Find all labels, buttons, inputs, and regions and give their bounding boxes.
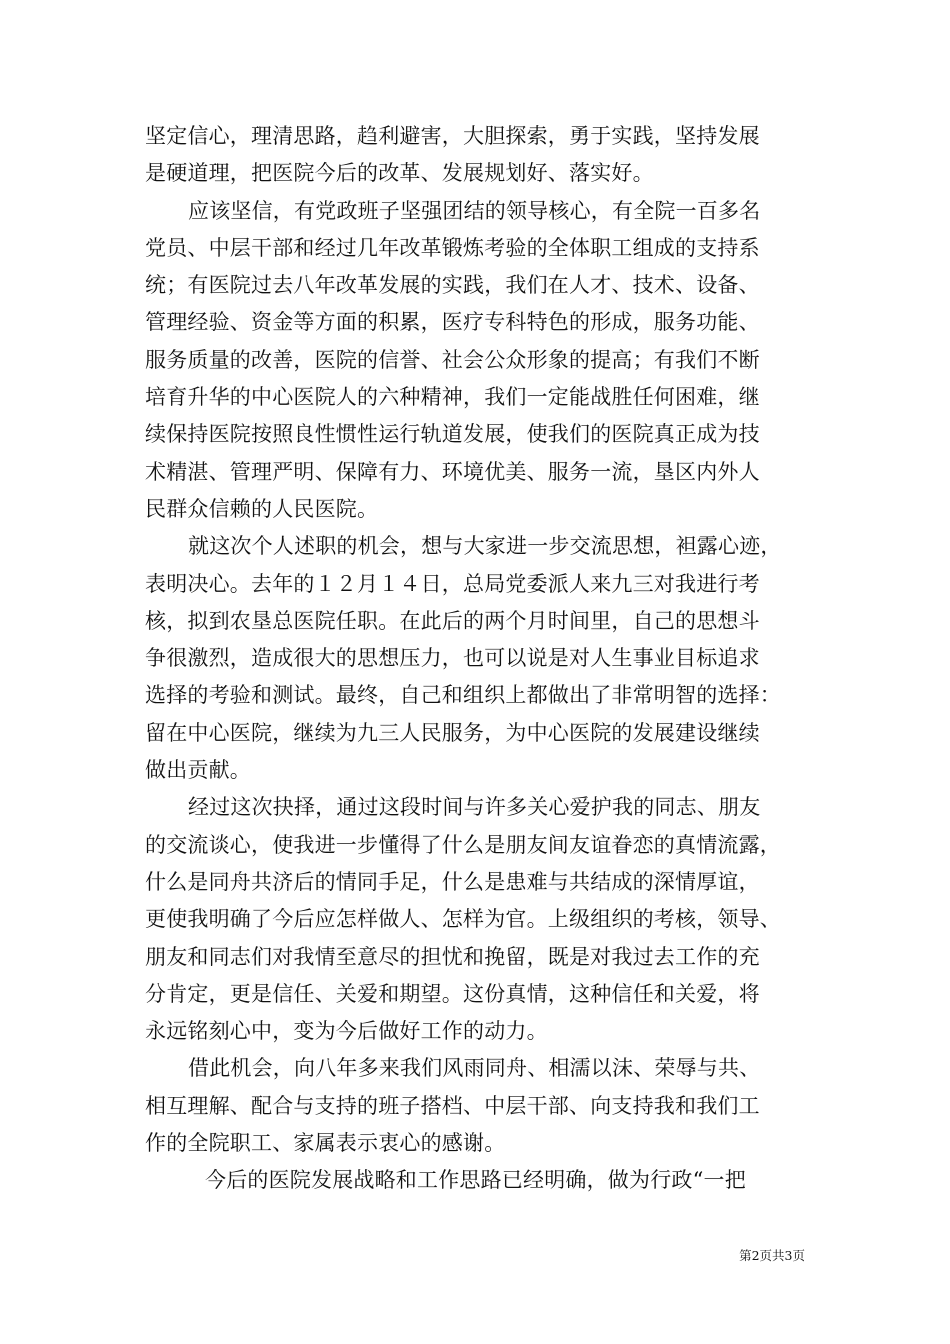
paragraph-line: 相互理解、配合与支持的班子搭档、中层干部、向支持我和我们工 [145,1093,760,1118]
page-number-footer: 第2页共3页 [739,1248,805,1263]
paragraph [145,193,820,529]
paragraph-line: 服务质量的改善，医院的信誉、社会公众形象的提高；有我们不断 [145,347,760,372]
paragraph-line: 分肯定，更是信任、关爱和期望。这份真情，这种信任和关爱，将 [145,981,760,1006]
paragraph-line: 表明决心。去年的１２月１４日，总局党委派人来九三对我进行考 [145,571,760,596]
paragraph-line: 术精湛、管理严明、保障有力、环境优美、服务一流，垦区内外人 [145,459,760,484]
paragraph-line: 什么是同舟共济后的情同手足，什么是患难与共结成的深情厚谊， [145,869,760,894]
paragraph-line: 朋友和同志们对我情至意尽的担忧和挽留，既是对我过去工作的充 [145,944,760,969]
paragraph-line: 就这次个人述职的机会，想与大家进一步交流思想，袒露心迹， [188,534,782,559]
paragraph-line: 经过这次抉择，通过这段时间与许多关心爱护我的同志、朋友 [188,795,761,820]
paragraph-line: 今后的医院发展战略和工作思路已经明确，做为行政“一把 [205,1168,746,1193]
paragraph-line: 培育升华的中心医院人的六种精神，我们一定能战胜任何困难，继 [145,385,760,410]
paragraph-line: 留在中心医院，继续为九三人民服务，为中心医院的发展建设继续 [145,720,760,745]
paragraph-line: 续保持医院按照良性惯性运行轨道发展，使我们的医院真正成为技 [145,422,760,447]
paragraph-line: 管理经验、资金等方面的积累，医疗专科特色的形成，服务功能、 [145,310,760,335]
paragraph-line: 民群众信赖的人民医院。 [145,496,379,521]
paragraph-line: 争很激烈，造成很大的思想压力，也可以说是对人生事业目标追求 [145,646,760,671]
paragraph-line: 坚定信心，理清思路，趋利避害，大胆探索，勇于实践，坚持发展 [145,124,760,148]
paragraph-line: 核，拟到农垦总医院任职。在此后的两个月时间里，自己的思想斗 [145,608,760,633]
document-body [145,118,820,1200]
paragraph-line: 作的全院职工、家属表示衷心的感谢。 [145,1131,506,1156]
paragraph [145,1050,820,1162]
paragraph-line: 党员、中层干部和经过几年改革锻炼考验的全体职工组成的支持系 [145,235,760,260]
paragraph-line: 更使我明确了今后应怎样做人、怎样为官。上级组织的考核，领导、 [145,907,781,932]
paragraph [145,789,820,1050]
paragraph-line: 统；有医院过去八年改革发展的实践，我们在人才、技术、设备、 [145,273,760,298]
paragraph-line: 是硬道理，把医院今后的改革、发展规划好、落实好。 [145,161,654,186]
paragraph-line: 永远铭刻心中，变为今后做好工作的动力。 [145,1019,548,1044]
paragraph-line: 借此机会，向八年多来我们风雨同舟、相濡以沫、荣辱与共、 [188,1056,761,1081]
paragraph [145,1162,820,1199]
paragraph [145,118,820,193]
paragraph-line: 做出贡献。 [145,758,251,783]
paragraph-line: 选择的考验和测试。最终，自己和组织上都做出了非常明智的选择： [145,683,781,708]
paragraph [145,528,820,789]
paragraph-line: 的交流谈心，使我进一步懂得了什么是朋友间友谊眷恋的真情流露， [145,832,781,857]
paragraph-line: 应该坚信，有党政班子坚强团结的领导核心，有全院一百多名 [188,198,761,223]
